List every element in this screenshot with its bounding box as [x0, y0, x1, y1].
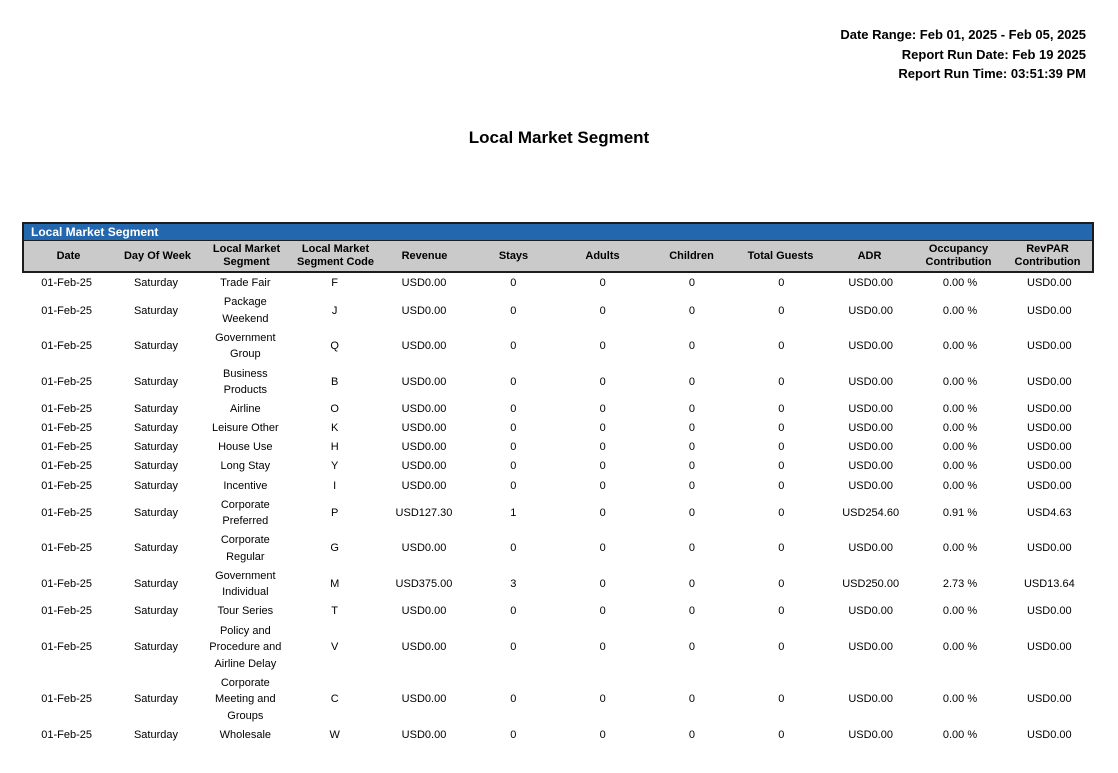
table-cell: USD0.00 — [848, 403, 893, 416]
table-cell: Saturday — [133, 460, 178, 473]
table-cell: P — [330, 506, 339, 519]
column-header: Stays — [498, 249, 529, 262]
table-cell: 0 — [688, 277, 696, 290]
table-cell: 0 — [688, 403, 696, 416]
table-cell: Leisure Other — [212, 422, 279, 435]
table-cell: Business Products — [223, 367, 268, 397]
table-cell: Wholesale — [219, 728, 271, 741]
table-cell: USD250.00 — [842, 578, 900, 591]
column-header: Adults — [585, 249, 620, 262]
table-cell: Saturday — [133, 422, 178, 435]
table-cell: USD0.00 — [401, 422, 447, 435]
table-cell: 0 — [599, 277, 606, 290]
table-cell: 0.00 % — [942, 693, 978, 706]
table-cell: Saturday — [133, 479, 178, 492]
table-cell: 0 — [688, 578, 696, 591]
table-cell: USD0.00 — [1027, 641, 1072, 654]
table-cell: G — [330, 542, 339, 555]
column-header: Date — [56, 249, 81, 262]
table-cell: Government Individual — [215, 569, 276, 599]
table-cell: 0 — [778, 542, 785, 555]
table-title-label: Local Market Segment — [31, 225, 159, 239]
table-cell: 0 — [688, 728, 696, 741]
column-header: ADR — [857, 249, 882, 262]
column-header: Occupancy Contribution — [925, 243, 992, 268]
table-cell: 0.00 % — [942, 422, 978, 435]
table-cell: USD0.00 — [1027, 542, 1072, 555]
table-cell: M — [330, 578, 340, 591]
table-cell: USD0.00 — [1027, 277, 1072, 290]
table-cell: 0 — [778, 304, 785, 317]
table-cell: USD0.00 — [1027, 375, 1072, 388]
table-row — [22, 476, 1094, 495]
table-cell: 01-Feb-25 — [41, 375, 93, 388]
table-cell: 01-Feb-25 — [41, 506, 93, 519]
table-cell: Saturday — [133, 693, 178, 706]
table-cell: USD0.00 — [401, 641, 447, 654]
table-cell: Package Weekend — [222, 296, 269, 325]
table-cell: USD0.00 — [848, 460, 893, 473]
table-cell: USD0.00 — [848, 605, 893, 618]
table-cell: USD0.00 — [401, 340, 447, 353]
table-cell: 0 — [688, 542, 696, 555]
table-cell: 0 — [599, 304, 606, 317]
table-cell: USD0.00 — [848, 542, 893, 555]
report-run-date: Report Run Date: Feb 19 2025 — [901, 46, 1086, 62]
table-cell: Trade Fair — [220, 277, 271, 290]
table-cell: USD0.00 — [401, 304, 447, 317]
table-cell: 0 — [599, 578, 606, 591]
table-cell: USD0.00 — [401, 441, 447, 454]
table-cell: 01-Feb-25 — [41, 277, 93, 290]
table-cell: 0 — [688, 641, 696, 654]
table-cell: USD0.00 — [1027, 340, 1072, 353]
table-cell: 01-Feb-25 — [41, 441, 93, 454]
table-cell: 0.00 % — [942, 441, 978, 454]
table-cell: 0.00 % — [942, 542, 978, 555]
table-cell: 0 — [778, 460, 785, 473]
table-cell: 0.00 % — [942, 460, 978, 473]
table-cell: USD0.00 — [401, 375, 447, 388]
table-cell: 0 — [688, 479, 696, 492]
table-cell: USD0.00 — [848, 277, 893, 290]
table-cell: USD0.00 — [401, 403, 447, 416]
table-cell: W — [329, 728, 340, 741]
table-cell: V — [330, 641, 339, 654]
table-cell: 0 — [778, 403, 785, 416]
table-cell: J — [331, 304, 338, 317]
table-cell: 01-Feb-25 — [41, 422, 93, 435]
table-cell: 0 — [510, 277, 517, 290]
table-cell: C — [330, 693, 339, 706]
table-cell: 0 — [510, 460, 517, 473]
table-cell: Saturday — [133, 304, 178, 317]
table-cell: USD0.00 — [848, 728, 893, 741]
table-cell: USD0.00 — [1027, 479, 1072, 492]
table-row — [22, 725, 1094, 744]
table-cell: USD375.00 — [395, 578, 453, 591]
table-cell: 0 — [599, 460, 606, 473]
table-cell: 0 — [778, 340, 785, 353]
table-cell: USD0.00 — [401, 479, 447, 492]
table-cell: 0 — [778, 728, 785, 741]
table-cell: 0 — [778, 641, 785, 654]
table-cell: 0 — [778, 693, 785, 706]
table-cell: Y — [330, 460, 339, 473]
table-cell: 0 — [688, 340, 696, 353]
table-cell: 1 — [510, 506, 517, 519]
table-cell: USD0.00 — [848, 422, 893, 435]
table-cell: 0 — [688, 375, 696, 388]
table-row — [22, 673, 1094, 725]
table-cell: 01-Feb-25 — [41, 542, 93, 555]
table-cell: Saturday — [133, 506, 178, 519]
table-cell: Tour Series — [217, 605, 274, 618]
table-row — [22, 419, 1094, 438]
table-cell: USD0.00 — [1027, 728, 1072, 741]
table-cell: 0.91 % — [942, 506, 978, 519]
table-cell: USD0.00 — [401, 277, 447, 290]
table-cell: 01-Feb-25 — [41, 693, 93, 706]
table-cell: 0 — [688, 506, 696, 519]
table-cell: 0 — [688, 460, 696, 473]
table-cell: I — [333, 479, 337, 492]
table-body — [22, 273, 1094, 745]
table-cell: 01-Feb-25 — [41, 403, 93, 416]
table-cell: 01-Feb-25 — [41, 479, 93, 492]
table-cell: 0 — [599, 728, 606, 741]
table-cell: Q — [330, 340, 339, 353]
table-cell: 2.73 % — [942, 578, 978, 591]
table-cell: Saturday — [133, 441, 178, 454]
table-cell: 0 — [599, 403, 606, 416]
table-cell: House Use — [218, 441, 273, 454]
table-cell: 0 — [688, 304, 696, 317]
column-header: RevPAR Contribution — [1014, 243, 1081, 268]
table-cell: 0 — [599, 422, 606, 435]
table-cell: Saturday — [133, 403, 178, 416]
table-cell: 0 — [510, 728, 517, 741]
table-cell: USD13.64 — [1023, 578, 1075, 591]
table-cell: 0 — [510, 641, 517, 654]
table-cell: USD0.00 — [401, 605, 447, 618]
column-header: Day Of Week — [123, 249, 192, 262]
table-cell: USD0.00 — [401, 728, 447, 741]
table-cell: Saturday — [133, 375, 178, 388]
table-cell: Saturday — [133, 605, 178, 618]
table-cell: 01-Feb-25 — [41, 340, 93, 353]
table-cell: Corporate Regular — [220, 534, 270, 563]
table-head-block — [22, 222, 1094, 273]
column-header: Local Market Segment — [212, 243, 281, 268]
table-row — [22, 531, 1094, 567]
table-cell: 01-Feb-25 — [41, 641, 93, 654]
table-cell: 0 — [688, 441, 696, 454]
table-cell: 01-Feb-25 — [41, 728, 93, 741]
table-row — [22, 457, 1094, 476]
table-cell: 0 — [778, 605, 785, 618]
column-header: Total Guests — [747, 249, 814, 262]
table-cell: USD0.00 — [1027, 460, 1072, 473]
table-cell: Saturday — [133, 340, 178, 353]
table-cell: 0 — [510, 403, 517, 416]
table-cell: 0 — [510, 693, 517, 706]
table-cell: USD0.00 — [1027, 441, 1072, 454]
table-cell: USD0.00 — [1027, 605, 1072, 618]
column-header-row — [24, 241, 1092, 271]
table-cell: 0 — [510, 422, 517, 435]
column-header: Local Market Segment Code — [296, 243, 374, 268]
table-cell: F — [331, 277, 339, 290]
table-cell: 0 — [510, 375, 517, 388]
table-cell: 0 — [510, 542, 517, 555]
table-cell: USD0.00 — [401, 460, 447, 473]
column-header: Children — [669, 249, 714, 262]
table-row — [22, 567, 1094, 603]
table-row — [22, 621, 1094, 673]
table-cell: 0 — [510, 441, 517, 454]
report-meta — [840, 25, 1086, 84]
table-row — [22, 400, 1094, 419]
table-cell: Long Stay — [220, 460, 271, 473]
table-cell: Saturday — [133, 542, 178, 555]
table-cell: B — [330, 375, 339, 388]
table-cell: 0 — [778, 422, 785, 435]
table-cell: 0 — [599, 441, 606, 454]
table-cell: 0.00 % — [942, 340, 978, 353]
table-cell: USD0.00 — [848, 441, 893, 454]
table-cell: 0 — [599, 693, 606, 706]
table-cell: 0.00 % — [942, 304, 978, 317]
table-cell: 0 — [599, 375, 606, 388]
table-cell: USD0.00 — [1027, 422, 1072, 435]
table-cell: 01-Feb-25 — [41, 578, 93, 591]
table-cell: 0 — [599, 641, 606, 654]
table-cell: USD0.00 — [848, 693, 893, 706]
table-cell: 0.00 % — [942, 403, 978, 416]
table-cell: 0.00 % — [942, 277, 978, 290]
table-cell: 0 — [778, 375, 785, 388]
report-run-time: Report Run Time: 03:51:39 PM — [898, 66, 1086, 81]
table-cell: 0.00 % — [942, 641, 978, 654]
table-cell: H — [330, 441, 339, 454]
table-cell: 3 — [510, 578, 517, 591]
table-cell: Government Group — [215, 331, 276, 361]
column-header: Revenue — [401, 249, 448, 262]
table-cell: 0 — [688, 693, 696, 706]
local-market-segment-table — [22, 222, 1094, 745]
page-title: Local Market Segment — [468, 128, 650, 147]
table-cell: 01-Feb-25 — [41, 605, 93, 618]
table-cell: 0 — [599, 479, 606, 492]
table-cell: 0 — [778, 479, 785, 492]
table-title-bar — [24, 224, 1092, 241]
table-cell: O — [330, 403, 339, 416]
date-range: Date Range: Feb 01, 2025 - Feb 05, 2025 — [840, 27, 1086, 42]
table-cell: USD4.63 — [1027, 506, 1072, 519]
table-cell: Policy and Procedure and Airline Delay — [209, 624, 282, 670]
table-row — [22, 602, 1094, 621]
table-cell: 0 — [599, 340, 606, 353]
table-cell: 0 — [688, 422, 696, 435]
table-cell: USD0.00 — [848, 340, 893, 353]
table-cell: 0 — [778, 277, 785, 290]
table-cell: 0 — [688, 605, 696, 618]
table-cell: T — [331, 605, 339, 618]
table-cell: K — [330, 422, 339, 435]
table-cell: USD0.00 — [401, 542, 447, 555]
table-cell: Saturday — [133, 728, 178, 741]
table-cell: 0 — [599, 542, 606, 555]
table-cell: USD127.30 — [395, 506, 453, 519]
table-cell: 0 — [778, 506, 785, 519]
table-cell: 0 — [599, 506, 606, 519]
table-cell: USD0.00 — [848, 304, 893, 317]
table-row — [22, 274, 1094, 293]
table-cell: 0 — [599, 605, 606, 618]
table-cell: 0.00 % — [942, 605, 978, 618]
table-cell: Saturday — [133, 641, 178, 654]
table-cell: USD254.60 — [842, 506, 900, 519]
table-cell: USD0.00 — [1027, 403, 1072, 416]
table-cell: 0 — [510, 304, 517, 317]
table-cell: 0.00 % — [942, 479, 978, 492]
table-row — [22, 293, 1094, 329]
table-cell: 0.00 % — [942, 728, 978, 741]
table-cell: Saturday — [133, 277, 178, 290]
table-cell: Incentive — [223, 479, 268, 492]
table-cell: USD0.00 — [848, 641, 893, 654]
table-cell: USD0.00 — [1027, 693, 1072, 706]
table-cell: Saturday — [133, 578, 178, 591]
table-cell: 01-Feb-25 — [41, 304, 93, 317]
table-cell: 0 — [510, 605, 517, 618]
table-cell: 0 — [778, 578, 785, 591]
table-cell: USD0.00 — [848, 375, 893, 388]
table-cell: 0 — [510, 479, 517, 492]
table-cell: USD0.00 — [848, 479, 893, 492]
table-cell: 0 — [510, 340, 517, 353]
table-row — [22, 495, 1094, 531]
table-row — [22, 329, 1094, 365]
table-cell: USD0.00 — [401, 693, 447, 706]
table-row — [22, 364, 1094, 400]
table-cell: USD0.00 — [1027, 304, 1072, 317]
table-cell: 0 — [778, 441, 785, 454]
table-row — [22, 438, 1094, 457]
table-cell: Corporate Preferred — [220, 498, 270, 528]
table-cell: 01-Feb-25 — [41, 460, 93, 473]
table-cell: 0.00 % — [942, 375, 978, 388]
table-cell: Corporate Meeting and Groups — [215, 676, 276, 722]
table-cell: Airline — [230, 403, 261, 416]
